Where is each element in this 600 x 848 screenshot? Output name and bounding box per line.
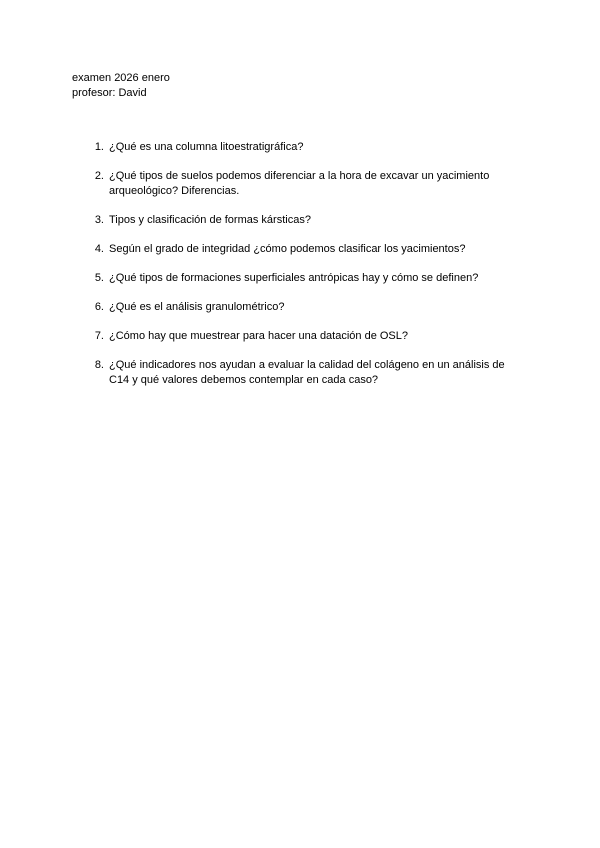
question-number: 4. bbox=[94, 243, 104, 255]
question-text: ¿Qué es una columna litoestratigráfica? bbox=[109, 141, 304, 153]
question-item bbox=[0, 358, 600, 388]
document-header bbox=[72, 71, 170, 101]
professor-name: profesor: David bbox=[72, 87, 147, 99]
question-list bbox=[0, 140, 600, 402]
question-item bbox=[0, 300, 600, 315]
question-item bbox=[0, 271, 600, 286]
question-text: ¿Qué indicadores nos ayudan a evaluar la calidad del colágeno en un análisis de C14 y qué valores debemos contemplar en cada caso? bbox=[109, 359, 505, 386]
question-number: 1. bbox=[94, 141, 104, 153]
question-item bbox=[0, 213, 600, 228]
question-number: 2. bbox=[94, 170, 104, 182]
question-number: 7. bbox=[94, 330, 104, 342]
question-number: 3. bbox=[94, 214, 104, 226]
question-item bbox=[0, 169, 600, 199]
question-item bbox=[0, 140, 600, 155]
question-text: ¿Cómo hay que muestrear para hacer una datación de OSL? bbox=[109, 330, 409, 342]
question-item bbox=[0, 242, 600, 257]
question-number: 5. bbox=[94, 272, 104, 284]
question-text: ¿Qué es el análisis granulométrico? bbox=[109, 301, 285, 313]
question-number: 8. bbox=[94, 359, 104, 371]
question-text: ¿Qué tipos de formaciones superficiales antrópicas hay y cómo se definen? bbox=[109, 272, 479, 284]
question-text: Según el grado de integridad ¿cómo podemos clasificar los yacimientos? bbox=[109, 243, 466, 255]
question-number: 6. bbox=[94, 301, 104, 313]
question-text: Tipos y clasificación de formas kársticas? bbox=[109, 214, 311, 226]
question-item bbox=[0, 329, 600, 344]
question-text: ¿Qué tipos de suelos podemos diferenciar a la hora de excavar un yacimiento arqueológico? Diferencias. bbox=[109, 170, 490, 197]
exam-title: examen 2026 enero bbox=[72, 72, 170, 84]
